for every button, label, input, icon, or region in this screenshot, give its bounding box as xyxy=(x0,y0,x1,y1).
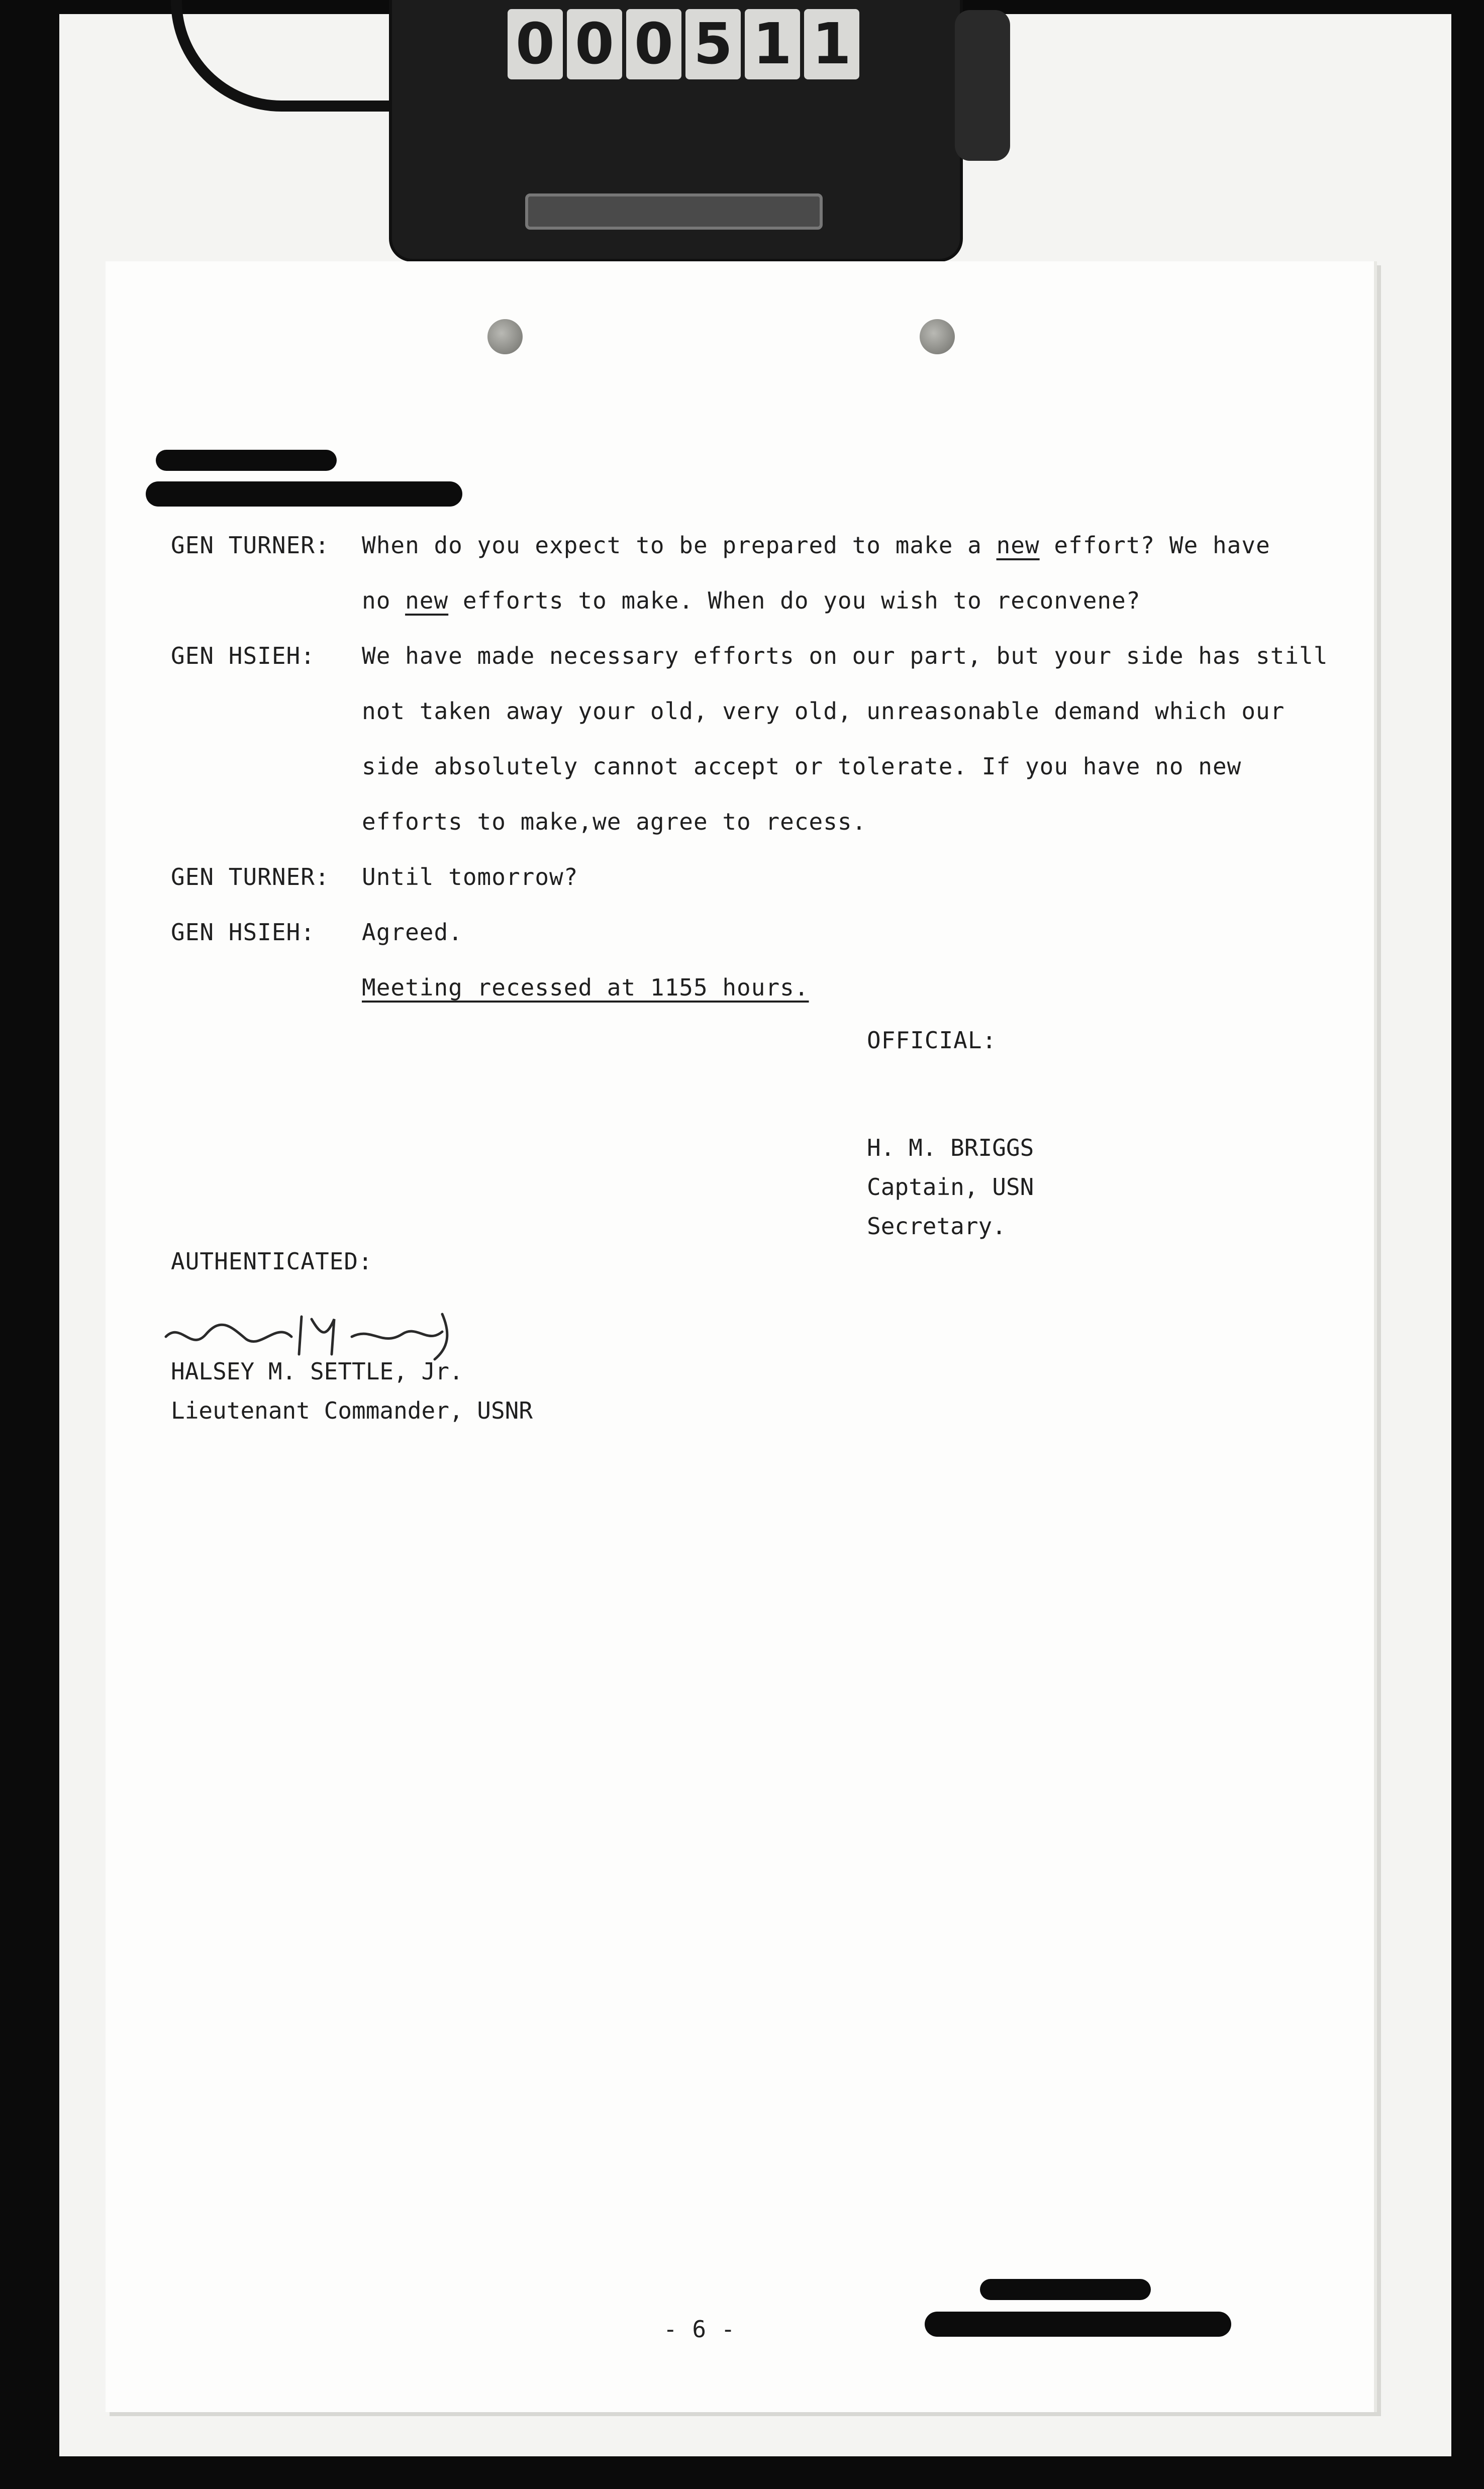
speaker-label: GEN HSIEH: xyxy=(171,642,315,669)
recess-note: Meeting recessed at 1155 hours. xyxy=(362,974,809,1001)
underlined-word: new xyxy=(996,532,1040,559)
official-name: H. M. BRIGGS xyxy=(867,1134,1034,1161)
dialogue-line: When do you expect to be prepared to make a new effort? We have xyxy=(362,532,1270,559)
dialogue-line: efforts to make,we agree to recess. xyxy=(362,808,867,835)
dialogue-line: no new efforts to make. When do you wish to reconvene? xyxy=(362,587,1141,614)
official-rank: Captain, USN xyxy=(867,1173,1034,1201)
counter-digit: 0 xyxy=(508,9,563,79)
redaction-mark xyxy=(980,2279,1151,2300)
counter-digit: 5 xyxy=(685,9,741,79)
speaker-label: GEN TURNER: xyxy=(171,863,330,890)
redaction-mark xyxy=(146,481,462,507)
counter-digit: 0 xyxy=(567,9,622,79)
official-title: Secretary. xyxy=(867,1213,1006,1240)
dialogue-line: not taken away your old, very old, unreasonable demand which our xyxy=(362,698,1285,725)
dialogue-line: side absolutely cannot accept or tolerate. If you have no new xyxy=(362,753,1242,780)
counter-plate xyxy=(525,193,823,230)
counter-digit: 0 xyxy=(626,9,681,79)
speaker-label: GEN TURNER: xyxy=(171,532,330,559)
authenticated-signature-block xyxy=(171,1352,533,1430)
punch-hole xyxy=(487,319,523,354)
dialogue-line: Until tomorrow? xyxy=(362,863,578,890)
page-number: - 6 - xyxy=(663,2316,736,2343)
counter-display xyxy=(508,9,859,79)
punch-hole xyxy=(920,319,955,354)
official-label: OFFICIAL: xyxy=(867,1027,997,1054)
authenticated-rank: Lieutenant Commander, USNR xyxy=(171,1397,533,1424)
redaction-mark xyxy=(925,2312,1231,2337)
counter-knob xyxy=(955,10,1010,161)
authenticated-label: AUTHENTICATED: xyxy=(171,1248,373,1275)
redaction-mark xyxy=(156,450,337,471)
official-signature-block xyxy=(867,1128,1034,1246)
counter-digit: 1 xyxy=(745,9,800,79)
dialogue-line: Agreed. xyxy=(362,919,463,946)
underlined-word: new xyxy=(405,587,449,614)
speaker-label: GEN HSIEH: xyxy=(171,919,315,946)
counter-digit: 1 xyxy=(804,9,859,79)
authenticated-name: HALSEY M. SETTLE, Jr. xyxy=(171,1358,463,1385)
dialogue-line: We have made necessary efforts on our part, but your side has still xyxy=(362,642,1328,669)
